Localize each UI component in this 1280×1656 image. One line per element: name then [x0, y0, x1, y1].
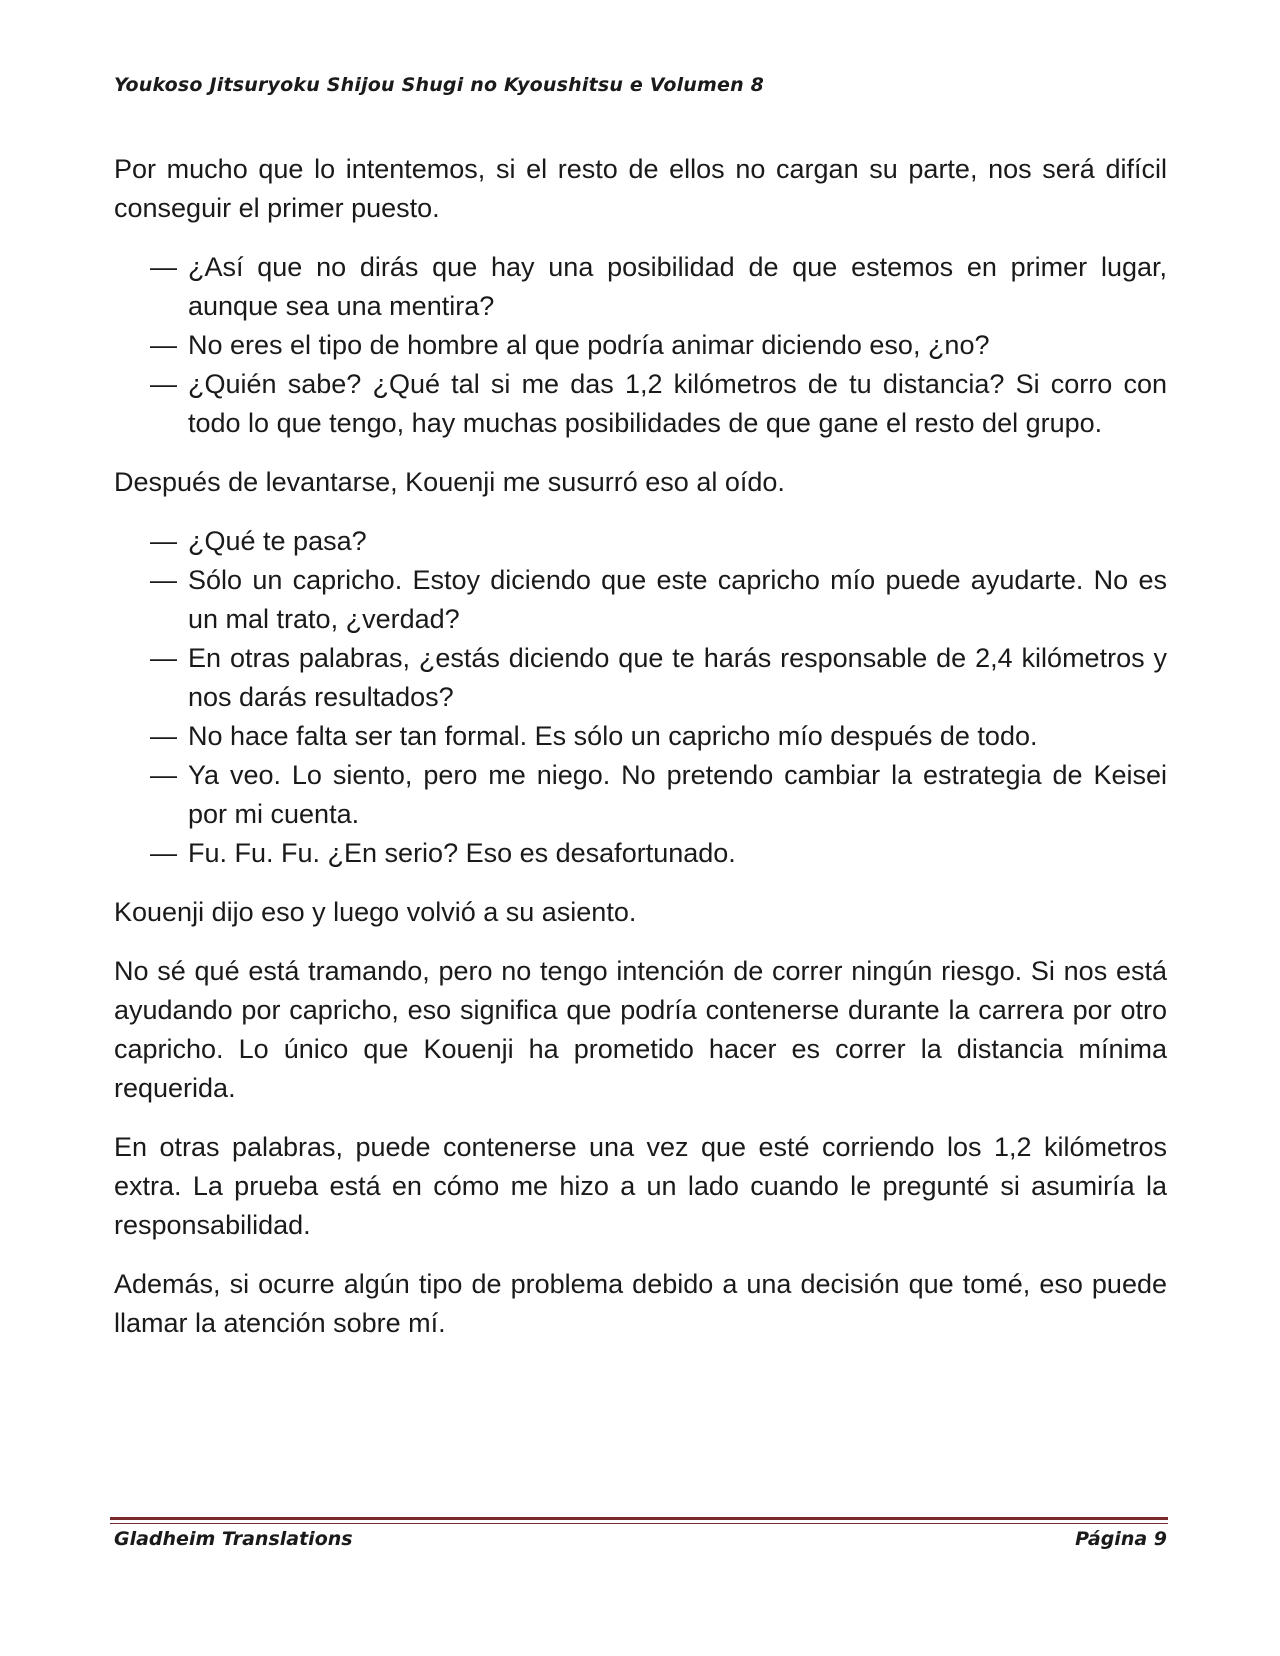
paragraph: Además, si ocurre algún tipo de problema debido a una decisión que tomé, eso puede llamar la atención sobre mí.	[114, 1269, 1167, 1338]
dialogue-text: En otras palabras, ¿estás diciendo que te harás responsable de 2,4 kilómetros y nos darás resultados?	[188, 643, 1167, 712]
dialogue-text: Ya veo. Lo siento, pero me niego. No pretendo cambiar la estrategia de Keisei por mi cuenta.	[188, 760, 1167, 829]
dialogue-text: Sólo un capricho. Estoy diciendo que este capricho mío puede ayudarte. No es un mal trato, ¿verdad?	[188, 565, 1167, 634]
dialogue-text: ¿Quién sabe? ¿Qué tal si me das 1,2 kilómetros de tu distancia? Si corro con todo lo que tengo, hay muchas posibilidades de que gane el resto del grupo.	[188, 369, 1167, 438]
dialogue-text: ¿Así que no dirás que hay una posibilidad de que estemos en primer lugar, aunque sea una mentira?	[188, 252, 1167, 321]
dialogue-line	[150, 248, 1167, 326]
dialogue-block	[114, 522, 1167, 873]
em-dash: —	[150, 526, 177, 556]
page-body	[114, 150, 1167, 1363]
paragraph: No sé qué está tramando, pero no tengo intención de correr ningún riesgo. Si nos está ayudando por capricho, eso significa que podría contenerse durante la carrera por otro capricho. Lo único que Kouenji ha prometido hacer es correr la distancia mínima requerida.	[114, 956, 1167, 1103]
dialogue-text: Fu. Fu. Fu. ¿En serio? Eso es desafortunado.	[188, 838, 736, 868]
paragraph: Después de levantarse, Kouenji me susurró eso al oído.	[114, 467, 785, 497]
page-header-title: Youkoso Jitsuryoku Shijou Shugi no Kyoushitsu e Volumen 8	[114, 74, 765, 96]
em-dash: —	[150, 643, 177, 673]
em-dash: —	[150, 369, 177, 399]
dialogue-block	[114, 248, 1167, 443]
paragraph: Kouenji dijo eso y luego volvió a su asiento.	[114, 897, 637, 927]
paragraph: En otras palabras, puede contenerse una vez que esté corriendo los 1,2 kilómetros extra. La prueba está en cómo me hizo a un lado cuando le pregunté si asumiría la responsabilidad.	[114, 1132, 1167, 1240]
dialogue-text: No hace falta ser tan formal. Es sólo un capricho mío después de todo.	[188, 721, 1038, 751]
dialogue-line	[150, 834, 1167, 873]
dialogue-line	[150, 717, 1167, 756]
paragraph: Por mucho que lo intentemos, si el resto de ellos no cargan su parte, nos será difícil conseguir el primer puesto.	[114, 154, 1167, 223]
dialogue-line	[150, 522, 1167, 561]
dialogue-line	[150, 561, 1167, 639]
dialogue-text: ¿Qué te pasa?	[188, 526, 367, 556]
em-dash: —	[150, 565, 177, 595]
dialogue-line	[150, 365, 1167, 443]
footer-publisher: Gladheim Translations	[114, 1528, 353, 1550]
dialogue-line	[150, 639, 1167, 717]
dialogue-text: No eres el tipo de hombre al que podría animar diciendo eso, ¿no?	[188, 330, 990, 360]
dialogue-line	[150, 326, 1167, 365]
footer-divider-thin	[110, 1523, 1168, 1524]
em-dash: —	[150, 252, 177, 282]
footer-divider	[110, 1517, 1168, 1520]
em-dash: —	[150, 330, 177, 360]
footer-page-number: Página 9	[1075, 1528, 1167, 1550]
dialogue-line	[150, 756, 1167, 834]
em-dash: —	[150, 721, 177, 751]
em-dash: —	[150, 760, 177, 790]
em-dash: —	[150, 838, 177, 868]
